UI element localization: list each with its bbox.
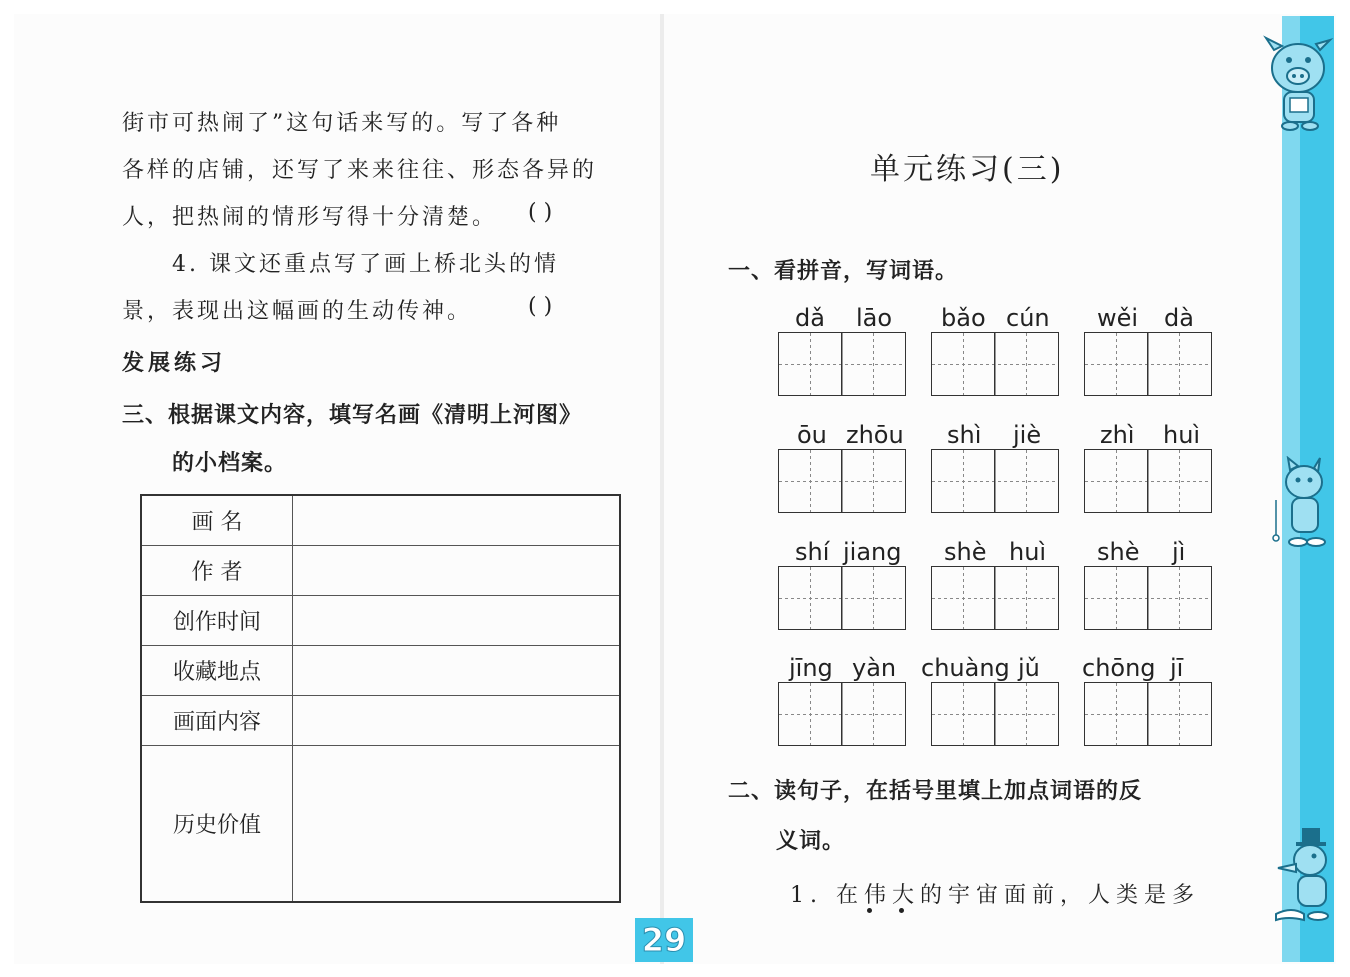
writing-grid[interactable] [931,449,1059,513]
writing-grid[interactable] [931,682,1059,746]
text-line: 人，把热闹的情形写得十分清楚。 [122,205,498,230]
writing-grid[interactable] [778,449,906,513]
table-label: 创作时间 [141,596,293,646]
pinyin-syllable: huì [1163,421,1201,449]
section-heading: 发展练习 [122,351,227,376]
cat-mascot-icon [1270,456,1334,552]
pinyin-syllable: bǎo [941,304,986,332]
unit-title: 单元练习(三) [870,152,1065,187]
pinyin-syllable: jiè [1013,421,1042,449]
pinyin-syllable: zhōu [846,421,904,449]
section-2-title-cont: 义词。 [776,829,846,854]
writing-grid[interactable] [1084,449,1212,513]
table-label: 画面内容 [141,696,293,746]
pinyin-syllable: shè [1097,538,1140,566]
section-2-title: 二、读句子，在括号里填上加点词语的反 [728,779,1143,804]
text-line: 景，表现出这幅画的生动传神。 [122,299,473,324]
text-line: 街市可热闹了”这句话来写的。写了各种 [122,111,562,136]
answer-cell[interactable] [293,646,621,696]
pinyin-syllable: shè [944,538,987,566]
writing-grid[interactable] [1084,566,1212,630]
pinyin-syllable: cún [1006,304,1050,332]
pinyin-syllable: dà [1164,304,1194,332]
section-1-title: 一、看拼音，写词语。 [728,259,959,284]
answer-cell[interactable] [293,596,621,646]
answer-parentheses[interactable]: ( ) [528,200,553,225]
table-label: 作 者 [141,546,293,596]
pinyin-syllable: lāo [856,304,893,332]
page-number-badge [635,918,693,962]
page-fold [660,14,664,964]
pinyin-syllable: chōng [1082,654,1156,682]
writing-grid[interactable] [778,566,906,630]
table-label: 画 名 [141,495,293,546]
pinyin-syllable: yàn [852,654,897,682]
writing-grid[interactable] [931,566,1059,630]
question-3-title-cont: 的小档案。 [172,451,288,476]
answer-cell[interactable] [293,546,621,596]
painting-archive-table [140,494,621,903]
answer-cell[interactable] [293,746,621,903]
writing-grid[interactable] [1084,332,1212,396]
pinyin-syllable: jǔ [1018,654,1040,682]
pinyin-syllable: zhì [1100,421,1135,449]
sentence-1: 1. 在伟大的宇宙面前，人类是多 [790,883,1200,908]
writing-grid[interactable] [778,332,906,396]
emphasis-dot [867,908,872,913]
pinyin-syllable: jī [1170,654,1184,682]
pinyin-syllable: jīng [789,654,833,682]
question-3-title: 三、根据课文内容，填写名画《清明上河图》 [122,403,583,428]
duck-mascot-icon [1268,826,1336,926]
pinyin-syllable: jiang [843,538,902,566]
text-line: 各样的店铺，还写了来来往往、形态各异的 [122,158,598,183]
pinyin-syllable: chuàng [921,654,1010,682]
pinyin-syllable: dǎ [795,304,825,332]
answer-cell[interactable] [293,696,621,746]
answer-cell[interactable] [293,495,621,546]
text-line: 4. 课文还重点写了画上桥北头的情 [172,252,559,277]
pig-mascot-icon [1258,34,1336,132]
pinyin-syllable: shí [795,538,830,566]
page-number: 29 [641,921,687,959]
answer-parentheses[interactable]: ( ) [528,294,553,319]
table-label: 历史价值 [141,746,293,903]
writing-grid[interactable] [778,682,906,746]
pinyin-syllable: huì [1009,538,1047,566]
pinyin-syllable: wěi [1097,304,1139,332]
pinyin-syllable: shì [947,421,982,449]
writing-grid[interactable] [931,332,1059,396]
pinyin-syllable: jì [1172,538,1186,566]
writing-grid[interactable] [1084,682,1212,746]
table-label: 收藏地点 [141,646,293,696]
emphasis-dot [899,908,904,913]
pinyin-syllable: ōu [797,421,827,449]
